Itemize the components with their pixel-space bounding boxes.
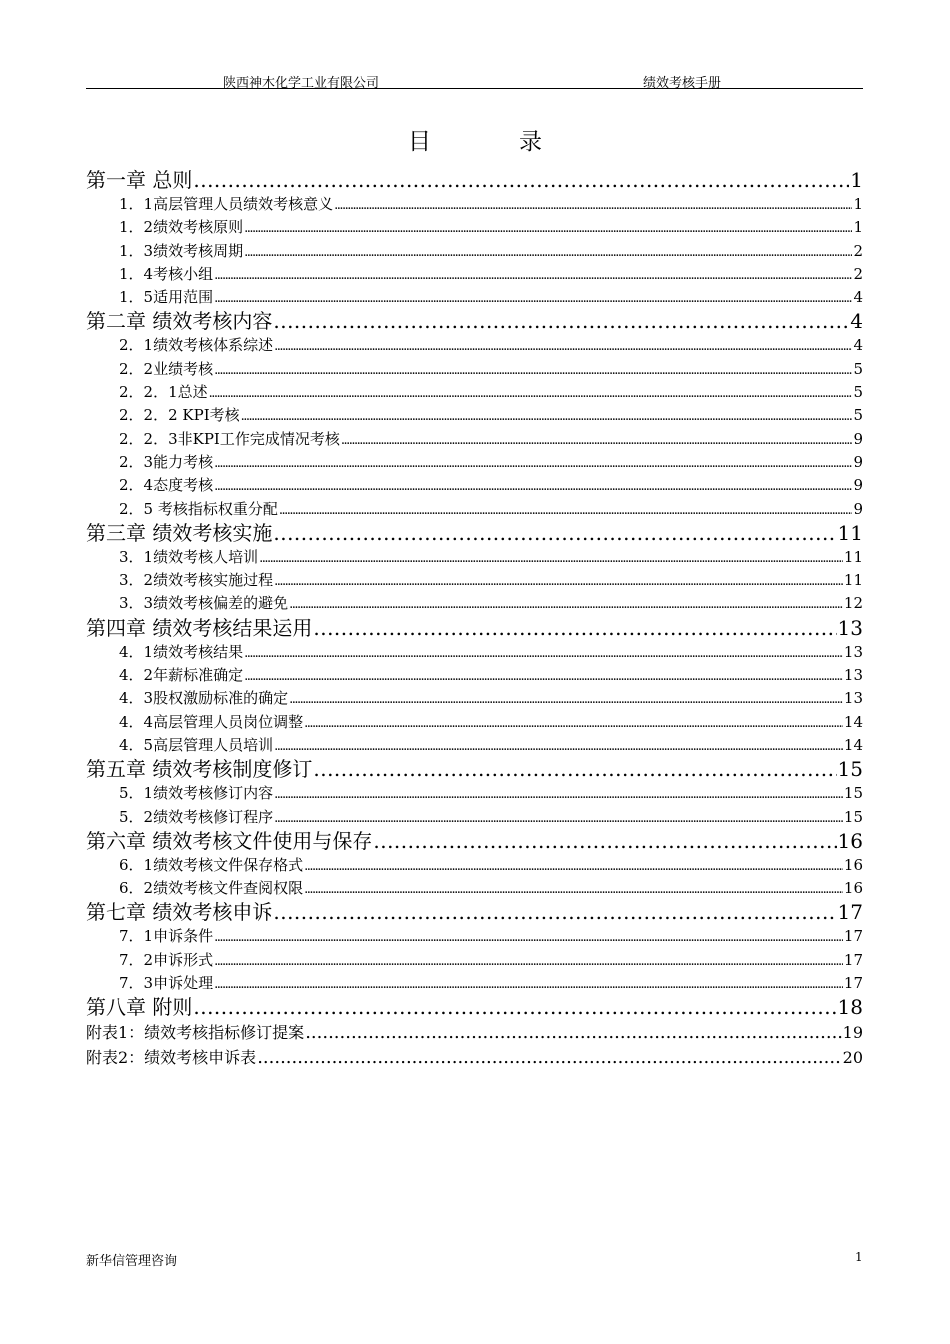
toc-entry-section[interactable]: [86, 641, 863, 664]
toc-entry-section[interactable]: [86, 240, 863, 263]
toc-entry-label: 附表1：绩效考核指标修订提案: [86, 1023, 305, 1043]
toc-entry-appendix[interactable]: [86, 1020, 863, 1045]
header-manual-title: 绩效考核手册: [643, 76, 722, 91]
toc-entry-label: 2．2．1总述: [119, 383, 208, 402]
toc-entry-page: 14: [843, 712, 863, 731]
toc-entry-page: 15: [843, 807, 863, 826]
header-company: 陕西神木化学工业有限公司: [223, 76, 380, 91]
toc-entry-section[interactable]: [86, 263, 863, 286]
toc-entry-section[interactable]: [86, 569, 863, 592]
toc-dot-leader: [313, 616, 836, 641]
toc-entry-label: 4．1绩效考核结果: [119, 642, 244, 661]
toc-entry-label: 2．2．2 KPI考核: [119, 406, 240, 425]
toc-dot-leader: [313, 757, 836, 782]
toc-entry-label: 2．2业绩考核: [119, 359, 214, 378]
toc-entry-label: 附表2：绩效考核申诉表: [86, 1048, 257, 1068]
toc-dot-leader: [305, 1020, 841, 1045]
toc-dot-leader: [193, 995, 836, 1020]
toc-dot-leader: [274, 783, 843, 806]
toc-dot-leader: [214, 973, 843, 996]
toc-dot-leader: [274, 335, 852, 358]
toc-entry-label: 1．1高层管理人员绩效考核意义: [119, 195, 334, 213]
toc-entry-label: 第六章 绩效考核文件使用与保存: [86, 828, 373, 853]
toc-entry-label: 6．2绩效考核文件查阅权限: [119, 879, 304, 898]
toc-entry-label: 4．4高层管理人员岗位调整: [119, 712, 304, 731]
toc-entry-label: 7．3申诉处理: [119, 974, 214, 993]
toc-entry-section[interactable]: [86, 216, 863, 239]
toc-entry-section[interactable]: [86, 972, 863, 995]
toc-entry-page: 4: [853, 336, 863, 355]
toc-entry-page: 11: [843, 571, 863, 590]
toc-entry-page: 9: [853, 476, 863, 495]
toc-dot-leader: [334, 194, 852, 217]
toc-entry-page: 13: [843, 666, 863, 685]
toc-dot-leader: [209, 382, 853, 405]
toc-entry-label: 6．1绩效考核文件保存格式: [119, 855, 304, 874]
toc-entry-section[interactable]: [86, 877, 863, 900]
footer-page-number: 1: [855, 1250, 863, 1264]
toc-entry-label: 2．1绩效考核体系综述: [119, 336, 274, 355]
toc-entry-section[interactable]: [86, 664, 863, 687]
toc-entry-appendix[interactable]: [86, 1045, 863, 1070]
toc-entry-label: 第七章 绩效考核申诉: [86, 900, 273, 925]
toc-dot-leader: [244, 217, 852, 240]
toc-entry-page: 13: [843, 689, 863, 708]
toc-entry-label: 7．2申诉形式: [119, 950, 214, 969]
toc-dot-leader: [214, 452, 852, 475]
toc-entry-chapter[interactable]: [86, 521, 863, 546]
toc-entry-label: 4．5高层管理人员培训: [119, 735, 274, 754]
toc-entry-section[interactable]: [86, 711, 863, 734]
toc-dot-leader: [279, 499, 853, 522]
toc-dot-leader: [259, 547, 843, 570]
toc-entry-page: 14: [843, 735, 863, 754]
toc-entry-section[interactable]: [86, 286, 863, 309]
toc-dot-leader: [273, 309, 849, 334]
toc-dot-leader: [274, 807, 843, 830]
toc-entry-section[interactable]: [86, 358, 863, 381]
page-header: [86, 70, 863, 89]
toc-entry-page: 12: [843, 594, 863, 613]
toc-entry-section[interactable]: [86, 404, 863, 427]
toc-entry-section[interactable]: [86, 782, 863, 805]
toc-entry-section[interactable]: [86, 734, 863, 757]
toc-entry-page: 9: [853, 429, 863, 448]
toc-title: [0, 123, 950, 156]
toc-dot-leader: [257, 1045, 841, 1070]
toc-entry-label: 2．2．3非KPI工作完成情况考核: [119, 429, 340, 448]
toc-title-char-1: 目: [408, 129, 431, 155]
toc-entry-page: 17: [843, 950, 863, 969]
toc-dot-leader: [274, 570, 843, 593]
toc-dot-leader: [304, 712, 843, 735]
toc-entry-chapter[interactable]: [86, 757, 863, 782]
toc-dot-leader: [373, 829, 836, 854]
toc-entry-chapter[interactable]: [86, 829, 863, 854]
toc-entry-label: 第三章 绩效考核实施: [86, 520, 273, 545]
toc-entry-label: 2．5 考核指标权重分配: [119, 499, 278, 518]
toc-entry-section[interactable]: [86, 381, 863, 404]
toc-dot-leader: [289, 688, 843, 711]
toc-entry-section[interactable]: [86, 925, 863, 948]
toc-entry-page: 19: [842, 1023, 863, 1043]
toc-dot-leader: [193, 168, 849, 193]
toc-entry-page: 17: [843, 927, 863, 946]
toc-entry-chapter[interactable]: [86, 616, 863, 641]
toc-dot-leader: [273, 521, 836, 546]
toc-dot-leader: [274, 735, 843, 758]
toc-dot-leader: [214, 475, 852, 498]
toc-dot-leader: [214, 287, 852, 310]
toc-entry-page: 11: [843, 547, 863, 566]
toc-entry-label: 1．5适用范围: [119, 288, 214, 307]
toc-entry-label: 第五章 绩效考核制度修订: [86, 757, 313, 782]
toc-entry-label: 3．2绩效考核实施过程: [119, 571, 274, 590]
toc-entry-section[interactable]: [86, 949, 863, 972]
toc-entry-label: 第一章 总则: [86, 168, 193, 192]
toc-entry-label: 3．1绩效考核人培训: [119, 547, 259, 566]
toc-entry-section[interactable]: [86, 474, 863, 497]
toc-dot-leader: [244, 241, 852, 264]
toc-entry-page: 16: [843, 855, 863, 874]
toc-entry-page: 5: [853, 383, 863, 402]
toc-entry-label: 5．1绩效考核修订内容: [119, 784, 274, 803]
toc-entry-page: 16: [843, 879, 863, 898]
toc-entry-page: 5: [853, 406, 863, 425]
toc-entry-page: 20: [842, 1048, 863, 1068]
toc-entry-section[interactable]: [86, 498, 863, 521]
toc-entry-label: 5．2绩效考核修订程序: [119, 807, 274, 826]
toc-entry-page: 1: [853, 195, 863, 213]
toc-entry-page: 5: [853, 359, 863, 378]
toc-dot-leader: [273, 900, 836, 925]
toc-entry-page: 9: [853, 452, 863, 471]
toc-entry-chapter[interactable]: [86, 995, 863, 1020]
toc-entry-page: 4: [850, 309, 863, 334]
footer-company: 新华信管理咨询: [86, 1254, 178, 1269]
toc-entry-page: 1: [853, 218, 863, 237]
toc-entry-chapter[interactable]: [86, 900, 863, 925]
toc-entry-label: 3．3绩效考核偏差的避免: [119, 594, 289, 613]
toc-entry-page: 15: [843, 784, 863, 803]
toc-dot-leader: [244, 665, 843, 688]
toc-entry-page: 18: [837, 995, 863, 1020]
toc-entry-section[interactable]: [86, 592, 863, 615]
toc-dot-leader: [341, 429, 853, 452]
toc-dot-leader: [244, 642, 843, 665]
toc-entry-page: 17: [837, 900, 863, 925]
toc-entry-section[interactable]: [86, 334, 863, 357]
table-of-contents: [86, 168, 863, 1070]
toc-entry-section[interactable]: [86, 193, 863, 216]
toc-entry-page: 4: [853, 288, 863, 307]
toc-entry-page: 15: [837, 757, 863, 782]
toc-entry-label: 第八章 附则: [86, 995, 193, 1020]
toc-entry-page: 17: [843, 974, 863, 993]
toc-title-char-2: 录: [519, 129, 542, 155]
toc-entry-chapter[interactable]: [86, 168, 863, 193]
toc-entry-label: 第四章 绩效考核结果运用: [86, 615, 313, 640]
toc-entry-page: 9: [853, 499, 863, 518]
toc-dot-leader: [214, 359, 852, 382]
toc-dot-leader: [214, 950, 843, 973]
toc-entry-label: 1．4考核小组: [119, 264, 214, 283]
toc-dot-leader: [214, 264, 852, 287]
toc-entry-label: 2．4态度考核: [119, 476, 214, 495]
toc-entry-label: 1．2绩效考核原则: [119, 218, 244, 237]
toc-entry-page: 2: [853, 264, 863, 283]
toc-entry-label: 4．3股权激励标准的确定: [119, 689, 289, 708]
toc-entry-section[interactable]: [86, 854, 863, 877]
toc-dot-leader: [214, 926, 843, 949]
toc-entry-label: 7．1申诉条件: [119, 927, 214, 946]
toc-entry-section[interactable]: [86, 428, 863, 451]
toc-dot-leader: [304, 878, 843, 901]
toc-entry-page: 1: [850, 168, 863, 192]
toc-entry-label: 2．3能力考核: [119, 452, 214, 471]
toc-entry-section[interactable]: [86, 546, 863, 569]
toc-entry-section[interactable]: [86, 806, 863, 829]
toc-entry-label: 4．2年薪标准确定: [119, 666, 244, 685]
toc-dot-leader: [289, 593, 843, 616]
toc-entry-label: 第二章 绩效考核内容: [86, 309, 273, 334]
toc-entry-section[interactable]: [86, 451, 863, 474]
toc-entry-page: 13: [843, 642, 863, 661]
toc-dot-leader: [304, 855, 843, 878]
toc-entry-section[interactable]: [86, 687, 863, 710]
toc-entry-page: 16: [837, 828, 863, 853]
toc-entry-label: 1．3绩效考核周期: [119, 241, 244, 260]
toc-entry-page: 13: [837, 615, 863, 640]
toc-entry-page: 11: [837, 520, 863, 545]
toc-entry-page: 2: [853, 241, 863, 260]
toc-entry-chapter[interactable]: [86, 309, 863, 334]
toc-dot-leader: [241, 405, 853, 428]
